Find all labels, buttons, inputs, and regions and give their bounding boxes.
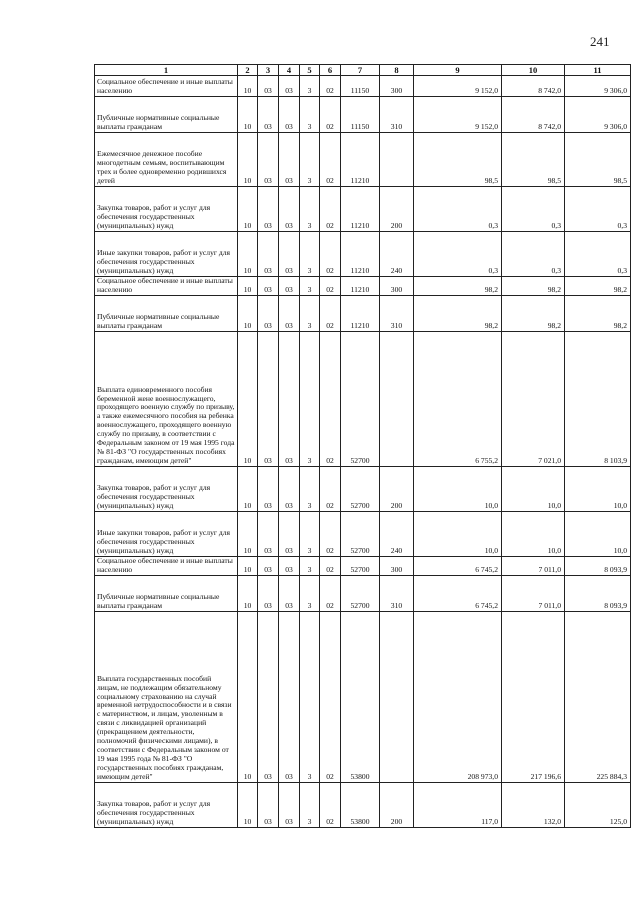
amount-year-2-cell: 217 196,6 (502, 611, 565, 782)
program-code-cell: 03 (279, 277, 300, 296)
target-code-cell: 11210 (341, 295, 380, 331)
target-code-cell: 11210 (341, 187, 380, 232)
expense-type-cell: 200 (380, 466, 414, 511)
measure-code-cell: 02 (320, 295, 341, 331)
section-code-cell: 10 (238, 97, 258, 133)
amount-year-1-cell: 208 973,0 (414, 611, 502, 782)
page-number: 241 (590, 34, 610, 49)
amount-year-1-cell: 6 745,2 (414, 575, 502, 611)
table-row (95, 782, 631, 827)
measure-code-cell: 02 (320, 97, 341, 133)
table-row (95, 97, 631, 133)
expense-type-cell: 310 (380, 97, 414, 133)
amount-year-3-cell: 98,5 (565, 133, 631, 187)
table-row (95, 331, 631, 466)
measure-code-cell: 02 (320, 466, 341, 511)
measure-code-cell: 02 (320, 782, 341, 827)
column-header: 8 (380, 65, 414, 76)
subsection-code-cell: 03 (258, 575, 279, 611)
subprogram-code-cell: 3 (300, 232, 320, 277)
amount-year-2-cell: 10,0 (502, 466, 565, 511)
amount-year-3-cell: 98,2 (565, 295, 631, 331)
amount-year-1-cell: 9 152,0 (414, 97, 502, 133)
column-header: 4 (279, 65, 300, 76)
column-header: 7 (341, 65, 380, 76)
row-name-cell: Публичные нормативные социальные выплаты гражданам (95, 575, 238, 611)
program-code-cell: 03 (279, 556, 300, 575)
column-header: 6 (320, 65, 341, 76)
table-body (95, 76, 631, 828)
section-code-cell: 10 (238, 76, 258, 97)
amount-year-3-cell: 9 306,0 (565, 76, 631, 97)
budget-table (94, 64, 631, 828)
section-code-cell: 10 (238, 611, 258, 782)
subsection-code-cell: 03 (258, 466, 279, 511)
amount-year-1-cell: 117,0 (414, 782, 502, 827)
amount-year-2-cell: 8 742,0 (502, 97, 565, 133)
table-header-row (95, 65, 631, 76)
column-header: 9 (414, 65, 502, 76)
amount-year-2-cell: 8 742,0 (502, 76, 565, 97)
section-code-cell: 10 (238, 556, 258, 575)
expense-type-cell (380, 331, 414, 466)
table-row (95, 76, 631, 97)
expense-type-cell: 240 (380, 511, 414, 556)
subprogram-code-cell: 3 (300, 295, 320, 331)
expense-type-cell: 310 (380, 295, 414, 331)
subprogram-code-cell: 3 (300, 782, 320, 827)
program-code-cell: 03 (279, 575, 300, 611)
subsection-code-cell: 03 (258, 277, 279, 296)
amount-year-1-cell: 98,5 (414, 133, 502, 187)
subsection-code-cell: 03 (258, 611, 279, 782)
program-code-cell: 03 (279, 187, 300, 232)
row-name-cell: Выплата государственных пособий лицам, не подлежащим обязательному социальному страхованию на случай временной нетрудоспособности и в связи с материнством, и лицам, уволенным в связи с ликвидацией организаций (прекращением деятельности, полномочий физическими лицами), в соответствии с Федеральным законом от 19 мая 1995 года № 81-ФЗ "О государственных пособиях гражданам, имеющим детей" (95, 611, 238, 782)
row-name-cell: Публичные нормативные социальные выплаты гражданам (95, 97, 238, 133)
target-code-cell: 11150 (341, 76, 380, 97)
amount-year-2-cell: 98,2 (502, 295, 565, 331)
subprogram-code-cell: 3 (300, 277, 320, 296)
measure-code-cell: 02 (320, 277, 341, 296)
section-code-cell: 10 (238, 575, 258, 611)
subsection-code-cell: 03 (258, 556, 279, 575)
target-code-cell: 52700 (341, 575, 380, 611)
measure-code-cell: 02 (320, 232, 341, 277)
row-name-cell: Иные закупки товаров, работ и услуг для обеспечения государственных (муниципальных) нужд (95, 232, 238, 277)
measure-code-cell: 02 (320, 76, 341, 97)
amount-year-1-cell: 9 152,0 (414, 76, 502, 97)
table-row (95, 133, 631, 187)
subsection-code-cell: 03 (258, 331, 279, 466)
column-header: 10 (502, 65, 565, 76)
section-code-cell: 10 (238, 782, 258, 827)
target-code-cell: 52700 (341, 331, 380, 466)
measure-code-cell: 02 (320, 575, 341, 611)
program-code-cell: 03 (279, 97, 300, 133)
program-code-cell: 03 (279, 782, 300, 827)
row-name-cell: Закупка товаров, работ и услуг для обеспечения государственных (муниципальных) нужд (95, 466, 238, 511)
measure-code-cell: 02 (320, 331, 341, 466)
expense-type-cell: 300 (380, 76, 414, 97)
amount-year-2-cell: 0,3 (502, 187, 565, 232)
program-code-cell: 03 (279, 295, 300, 331)
amount-year-2-cell: 98,2 (502, 277, 565, 296)
target-code-cell: 52700 (341, 511, 380, 556)
amount-year-3-cell: 98,2 (565, 277, 631, 296)
row-name-cell: Иные закупки товаров, работ и услуг для обеспечения государственных (муниципальных) нужд (95, 511, 238, 556)
expense-type-cell: 200 (380, 187, 414, 232)
amount-year-3-cell: 0,3 (565, 187, 631, 232)
amount-year-3-cell: 0,3 (565, 232, 631, 277)
table-row (95, 232, 631, 277)
column-header: 5 (300, 65, 320, 76)
column-header: 2 (238, 65, 258, 76)
section-code-cell: 10 (238, 466, 258, 511)
section-code-cell: 10 (238, 277, 258, 296)
amount-year-1-cell: 10,0 (414, 466, 502, 511)
table-row (95, 277, 631, 296)
measure-code-cell: 02 (320, 187, 341, 232)
subprogram-code-cell: 3 (300, 556, 320, 575)
measure-code-cell: 02 (320, 133, 341, 187)
subsection-code-cell: 03 (258, 232, 279, 277)
amount-year-2-cell: 98,5 (502, 133, 565, 187)
subprogram-code-cell: 3 (300, 511, 320, 556)
program-code-cell: 03 (279, 331, 300, 466)
table-row (95, 187, 631, 232)
measure-code-cell: 02 (320, 511, 341, 556)
section-code-cell: 10 (238, 133, 258, 187)
program-code-cell: 03 (279, 232, 300, 277)
subsection-code-cell: 03 (258, 133, 279, 187)
expense-type-cell: 300 (380, 277, 414, 296)
amount-year-1-cell: 0,3 (414, 232, 502, 277)
target-code-cell: 11210 (341, 133, 380, 187)
row-name-cell: Закупка товаров, работ и услуг для обеспечения государственных (муниципальных) нужд (95, 782, 238, 827)
target-code-cell: 52700 (341, 556, 380, 575)
subprogram-code-cell: 3 (300, 466, 320, 511)
expense-type-cell (380, 133, 414, 187)
table-row (95, 575, 631, 611)
row-name-cell: Социальное обеспечение и иные выплаты населению (95, 277, 238, 296)
subprogram-code-cell: 3 (300, 97, 320, 133)
target-code-cell: 52700 (341, 466, 380, 511)
section-code-cell: 10 (238, 331, 258, 466)
table-row (95, 295, 631, 331)
subsection-code-cell: 03 (258, 782, 279, 827)
amount-year-3-cell: 8 093,9 (565, 575, 631, 611)
program-code-cell: 03 (279, 133, 300, 187)
target-code-cell: 53800 (341, 611, 380, 782)
section-code-cell: 10 (238, 232, 258, 277)
measure-code-cell: 02 (320, 611, 341, 782)
expense-type-cell: 300 (380, 556, 414, 575)
amount-year-2-cell: 0,3 (502, 232, 565, 277)
subsection-code-cell: 03 (258, 511, 279, 556)
amount-year-3-cell: 10,0 (565, 466, 631, 511)
target-code-cell: 11150 (341, 97, 380, 133)
target-code-cell: 11210 (341, 232, 380, 277)
amount-year-1-cell: 0,3 (414, 187, 502, 232)
measure-code-cell: 02 (320, 556, 341, 575)
amount-year-1-cell: 6 745,2 (414, 556, 502, 575)
amount-year-3-cell: 8 093,9 (565, 556, 631, 575)
row-name-cell: Ежемесячное денежное пособие многодетным семьям, воспитывающим трех и более одновременно родившихся детей (95, 133, 238, 187)
column-header: 3 (258, 65, 279, 76)
row-name-cell: Социальное обеспечение и иные выплаты населению (95, 556, 238, 575)
amount-year-3-cell: 9 306,0 (565, 97, 631, 133)
expense-type-cell (380, 611, 414, 782)
section-code-cell: 10 (238, 295, 258, 331)
subprogram-code-cell: 3 (300, 575, 320, 611)
target-code-cell: 53800 (341, 782, 380, 827)
subsection-code-cell: 03 (258, 187, 279, 232)
program-code-cell: 03 (279, 76, 300, 97)
table-row (95, 511, 631, 556)
row-name-cell: Социальное обеспечение и иные выплаты населению (95, 76, 238, 97)
subsection-code-cell: 03 (258, 295, 279, 331)
row-name-cell: Выплата единовременного пособия беременной жене военнослужащего, проходящего военную службу по призыву, а также ежемесячного пособия на ребенка военнослужащего, проходящего военную службу по призыву, в соответствии с Федеральным законом от 19 мая 1995 года № 81-ФЗ "О государственных пособиях гражданам, имеющим детей" (95, 331, 238, 466)
amount-year-1-cell: 6 755,2 (414, 331, 502, 466)
amount-year-2-cell: 7 011,0 (502, 575, 565, 611)
row-name-cell: Закупка товаров, работ и услуг для обеспечения государственных (муниципальных) нужд (95, 187, 238, 232)
amount-year-2-cell: 10,0 (502, 511, 565, 556)
subprogram-code-cell: 3 (300, 76, 320, 97)
program-code-cell: 03 (279, 611, 300, 782)
amount-year-1-cell: 98,2 (414, 277, 502, 296)
amount-year-2-cell: 7 021,0 (502, 331, 565, 466)
section-code-cell: 10 (238, 187, 258, 232)
table-row (95, 611, 631, 782)
subprogram-code-cell: 3 (300, 331, 320, 466)
subsection-code-cell: 03 (258, 76, 279, 97)
expense-type-cell: 310 (380, 575, 414, 611)
subprogram-code-cell: 3 (300, 133, 320, 187)
subprogram-code-cell: 3 (300, 187, 320, 232)
program-code-cell: 03 (279, 511, 300, 556)
table-row (95, 466, 631, 511)
amount-year-3-cell: 8 103,9 (565, 331, 631, 466)
amount-year-3-cell: 225 884,3 (565, 611, 631, 782)
expense-type-cell: 240 (380, 232, 414, 277)
section-code-cell: 10 (238, 511, 258, 556)
row-name-cell: Публичные нормативные социальные выплаты гражданам (95, 295, 238, 331)
amount-year-1-cell: 10,0 (414, 511, 502, 556)
expense-type-cell: 200 (380, 782, 414, 827)
target-code-cell: 11210 (341, 277, 380, 296)
column-header: 1 (95, 65, 238, 76)
column-header: 11 (565, 65, 631, 76)
subsection-code-cell: 03 (258, 97, 279, 133)
program-code-cell: 03 (279, 466, 300, 511)
table-row (95, 556, 631, 575)
subprogram-code-cell: 3 (300, 611, 320, 782)
amount-year-3-cell: 125,0 (565, 782, 631, 827)
amount-year-2-cell: 7 011,0 (502, 556, 565, 575)
amount-year-1-cell: 98,2 (414, 295, 502, 331)
amount-year-2-cell: 132,0 (502, 782, 565, 827)
amount-year-3-cell: 10,0 (565, 511, 631, 556)
